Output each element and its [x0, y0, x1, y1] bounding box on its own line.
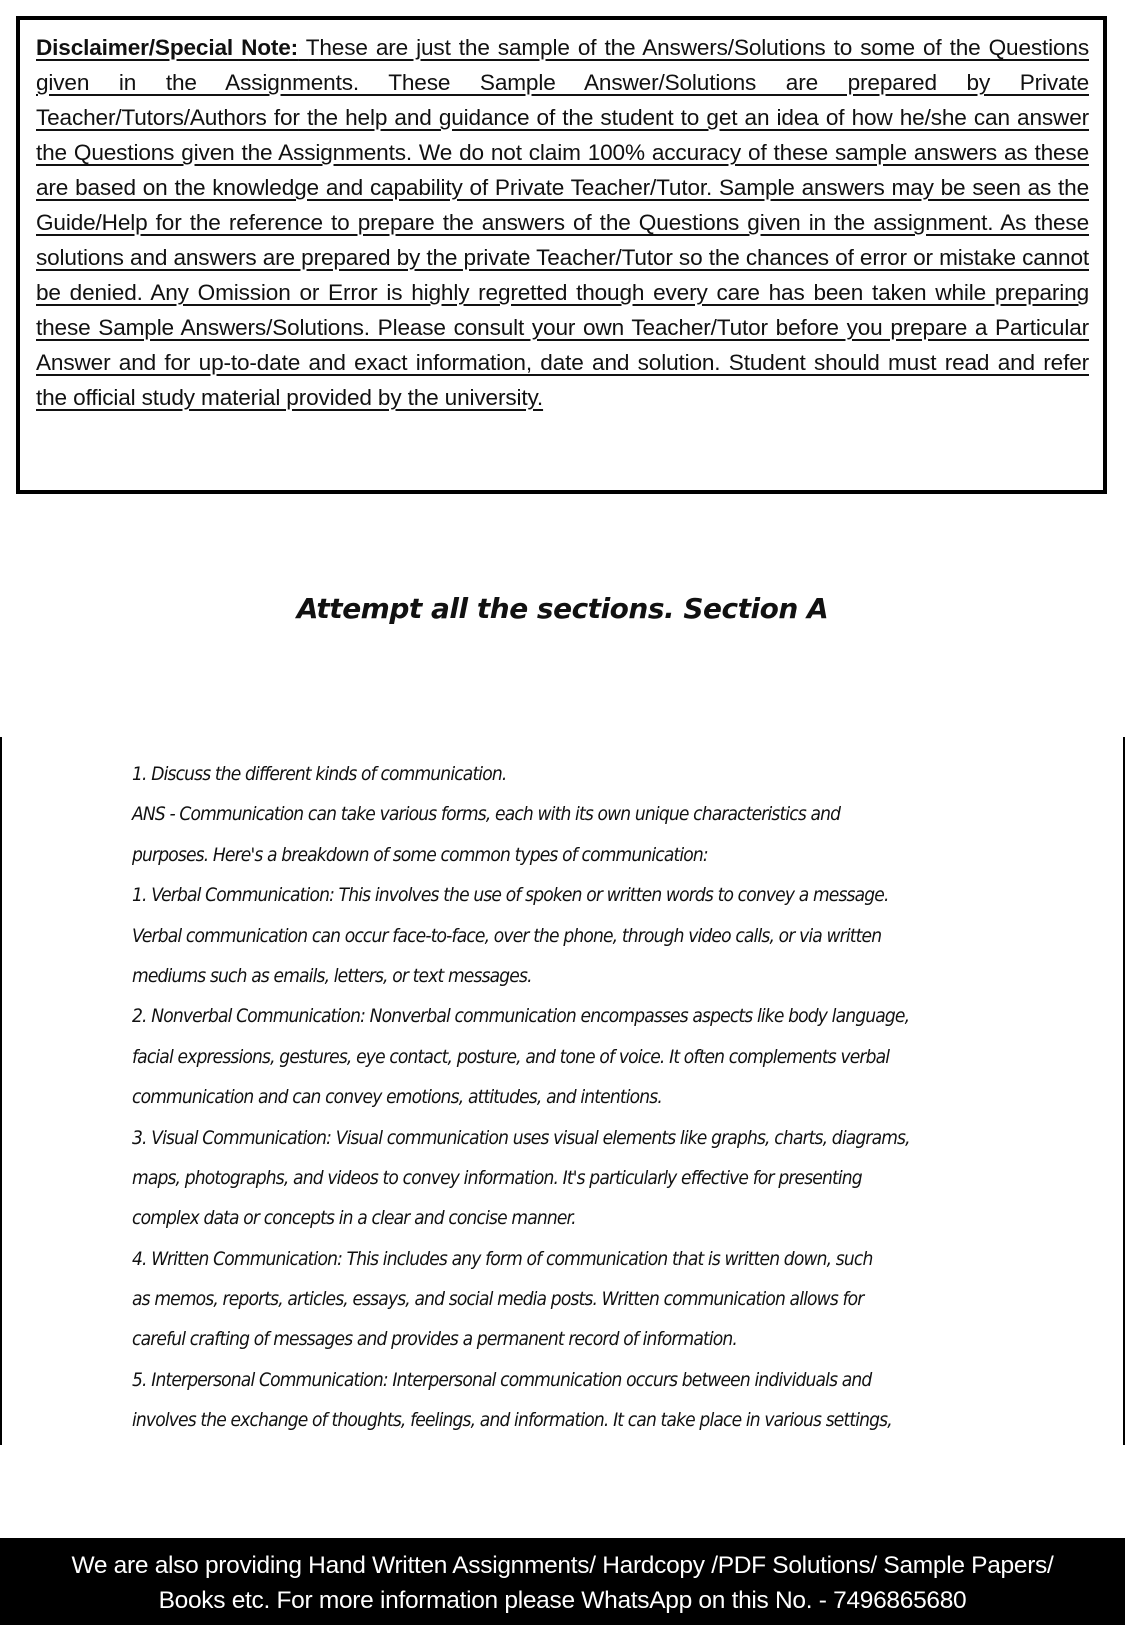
answer-line: as memos, reports, articles, essays, and social media posts. Written communication allows for	[132, 1289, 864, 1311]
answer-line: maps, photographs, and videos to convey information. It's particularly effective for presenting	[132, 1167, 862, 1189]
answer-line: careful crafting of messages and provides a permanent record of information.	[132, 1329, 738, 1351]
answer-line: complex data or concepts in a clear and concise manner.	[132, 1208, 576, 1230]
answer-line: ANS - Communication can take various forms, each with its own unique characteristics and	[132, 804, 841, 826]
footer-line-2: Books etc. For more information please WhatsApp on this No. - 7496865680	[158, 1587, 967, 1614]
answer-line: mediums such as emails, letters, or text messages.	[132, 965, 532, 987]
footer-banner	[0, 1538, 1125, 1625]
answer-panel	[0, 737, 1125, 1445]
answer-line: 4. Written Communication: This includes any form of communication that is written down, such	[132, 1248, 873, 1270]
disclaimer-body: These are just the sample of the Answers/Solutions to some of the Questions given in the Assignments. These Sample Answer/Solutions are prepared by Private Teacher/Tutors/Authors for the help and guidance of the student to get an idea of how he/she can answer the Questions given the Assignments. We do not claim 100% accuracy of these sample answers as these are based on the knowledge and capability of Private Teacher/Tutor. Sample answers may be seen as the Guide/Help for the reference to prepare the answers of the Questions given in the assignment. As these solutions and answers are prepared by the private Teacher/Tutor so the chances of error or mistake cannot be denied. Any Omission or Error is highly regretted though every care has been taken while preparing these Sample Answers/Solutions. Please consult your own Teacher/Tutor before you prepare a Particular Answer and for up-to-date and exact information, date and solution. Student should must read and refer the official study material provided by the university.	[36, 35, 1089, 410]
answer-line: 5. Interpersonal Communication: Interpersonal communication occurs between individuals and	[132, 1369, 872, 1391]
answer-line: 3. Visual Communication: Visual communication uses visual elements like graphs, charts, diagrams,	[132, 1127, 910, 1149]
footer-line-1: We are also providing Hand Written Assignments/ Hardcopy /PDF Solutions/ Sample Papers/	[71, 1552, 1054, 1579]
answer-line: 2. Nonverbal Communication: Nonverbal communication encompasses aspects like body language,	[132, 1006, 910, 1028]
section-heading: Attempt all the sections. Section A	[296, 592, 829, 625]
answer-line: purposes. Here's a breakdown of some common types of communication:	[132, 844, 708, 866]
answer-line: involves the exchange of thoughts, feelings, and information. It can take place in various settings,	[132, 1410, 892, 1432]
question-line: 1. Discuss the different kinds of communication.	[132, 764, 507, 785]
disclaimer-label: Disclaimer/Special Note:	[36, 35, 299, 60]
answer-line: facial expressions, gestures, eye contact, posture, and tone of voice. It often complements verbal	[132, 1046, 890, 1068]
answer-line: 1. Verbal Communication: This involves the use of spoken or written words to convey a message.	[132, 885, 889, 907]
disclaimer-box	[16, 16, 1107, 494]
answer-line: Verbal communication can occur face-to-face, over the phone, through video calls, or via written	[132, 925, 882, 947]
answer-lines	[132, 763, 1072, 1450]
disclaimer-text	[36, 30, 1089, 415]
answer-line: communication and can convey emotions, attitudes, and intentions.	[132, 1087, 662, 1109]
